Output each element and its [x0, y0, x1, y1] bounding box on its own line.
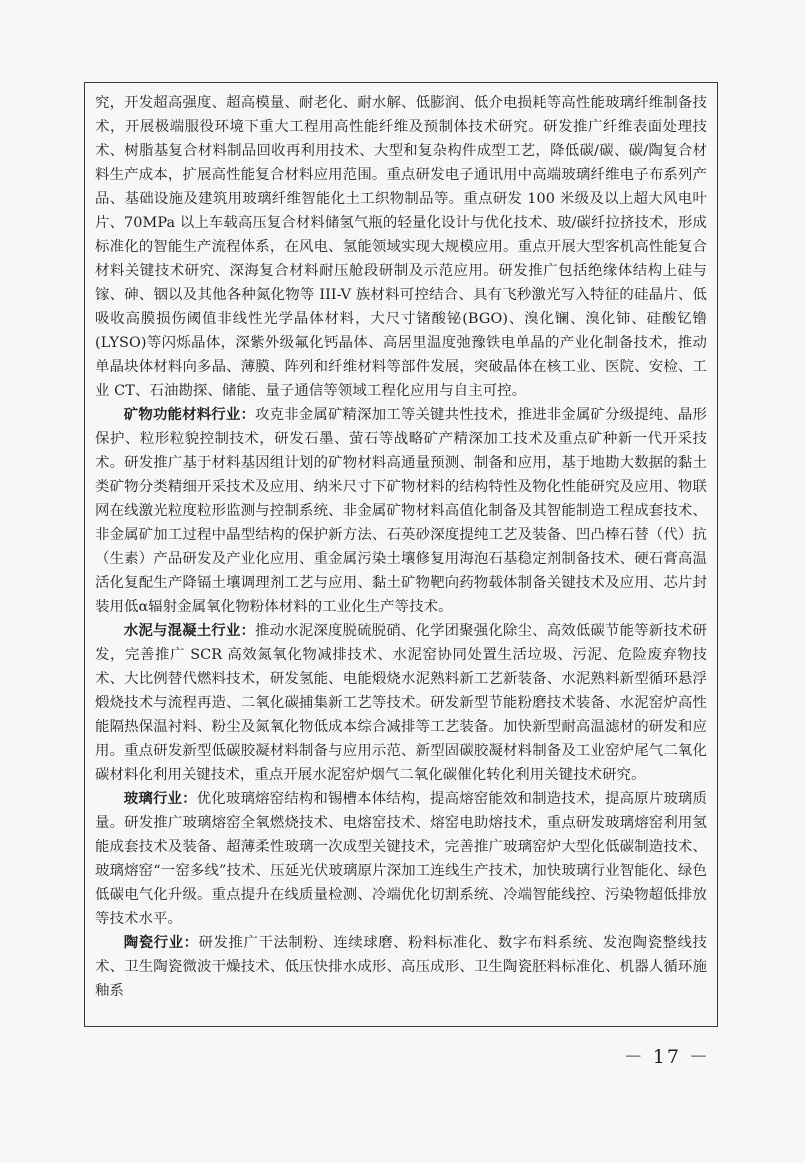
page-number: － 17 －	[623, 1046, 710, 1068]
body-text	[95, 91, 707, 1003]
paragraph-text: 究，开发超高强度、超高模量、耐老化、耐水解、低膨润、低介电损耗等高性能玻璃纤维制备技术，开展极端服役环境下重大工程用高性能纤维及预制体技术研究。研发推广纤维表面处理技术、树脂基复合材料制品回收再利用技术、大型和复杂构件成型工艺，降低碳/碳、碳/陶复合材料生产成本，扩展高性能复合材料应用范围。重点研发电子通讯用中高端玻璃纤维电子布系列产品、基础设施及建筑用玻璃纤维智能化土工织物制品等。重点研发 100 米级及以上超大风电叶片、70MPa 以上车载高压复合材料储氢气瓶的轻量化设计与优化技术、玻/碳纤拉挤技术，形成标准化的智能生产流程体系，在风电、氢能领域实现大规模应用。重点开展大型客机高性能复合材料关键技术研究、深海复合材料耐压舱段研制及示范应用。研发推广包括绝缘体结构上硅与镓、砷、铟以及其他各种氮化物等 III-V 族材料可控结合、具有飞秒激光写入特征的硅晶片、低吸收高膜损伤阈值非线性光学晶体材料，大尺寸锗酸铋(BGO)、溴化镧、溴化铈、硅酸钇镥(LYSO)等闪烁晶体，深紫外级氟化钙晶体、高居里温度弛豫铁电单晶的产业化制备技术，推动单晶块体材料向多晶、薄膜、阵列和纤维材料等部件发展，突破晶体在核工业、医院、安检、工业 CT、石油勘探、储能、量子通信等领域工程化应用与自主可控。	[95, 95, 707, 399]
paragraph-text: 推动水泥深度脱硫脱硝、化学团聚强化除尘、高效低碳节能等新技术研发，完善推广 SCR 高效氮氧化物减排技术、水泥窑协同处置生活垃圾、污泥、危险废弃物技术、大比例替代燃料技术，研发氢能、电能煅烧水泥熟料新工艺新装备、水泥熟料新型循环悬浮煅烧技术与流程再造、二氧化碳捕集新工艺等技术。研发新型节能粉磨技术装备、水泥窑炉高性能隔热保温衬料、粉尘及氮氧化物低成本综合减排等工艺装备。加快新型耐高温滤材的研发和应用。重点研发新型低碳胶凝材料制备与应用示范、新型固碳胶凝材料制备及工业窑炉尾气二氧化碳材料化利用关键技术，重点开展水泥窑炉烟气二氧化碳催化转化利用关键技术研究。	[95, 623, 707, 783]
section-label: 矿物功能材料行业：	[123, 406, 256, 423]
section-mineral-materials	[95, 403, 707, 619]
content-frame	[84, 82, 718, 1027]
section-label: 陶瓷行业：	[123, 934, 199, 951]
section-ceramics	[95, 931, 707, 1003]
section-label: 玻璃行业：	[123, 790, 197, 807]
paragraph-continued	[95, 91, 707, 403]
paragraph-text: 攻克非金属矿精深加工等关键共性技术，推进非金属矿分级提纯、晶形保护、粒形粒貌控制技术，研发石墨、萤石等战略矿产精深加工技术及重点矿种新一代开采技术。研发推广基于材料基因组计划的矿物材料高通量预测、制备和应用，基于地勘大数据的黏土类矿物分类精细开采技术及应用、纳米尺寸下矿物材料的结构特性及物化性能研究及应用、物联网在线激光粒度粒形监测与控制系统、非金属矿物材料高值化制备及其智能制造工程成套技术、非金属矿加工过程中晶型结构的保护新方法、石英砂深度提纯工艺及装备、凹凸棒石替（代）抗（生素）产品研发及产业化应用、重金属污染土壤修复用海泡石基稳定剂制备技术、硬石膏高温活化复配生产降镉土壤调理剂工艺与应用、黏土矿物靶向药物载体制备关键技术及应用、芯片封装用低α辐射金属氧化物粉体材料的工业化生产等技术。	[95, 407, 707, 615]
section-label: 水泥与混凝土行业：	[123, 622, 256, 639]
section-glass	[95, 787, 707, 931]
section-cement-concrete	[95, 619, 707, 787]
paragraph-text: 优化玻璃熔窑结构和锡槽本体结构，提高熔窑能效和制造技术，提高原片玻璃质量。研发推广玻璃熔窑全氧燃烧技术、电熔窑技术、熔窑电助熔技术，重点研发玻璃熔窑利用氢能成套技术及装备、超薄柔性玻璃一次成型关键技术，完善推广玻璃窑炉大型化低碳制造技术、玻璃熔窑“一窑多线”技术、压延光伏玻璃原片深加工连线生产技术，加快玻璃行业智能化、绿色低碳电气化升级。重点提升在线质量检测、冷端优化切割系统、冷端智能线控、污染物超低排放等技术水平。	[95, 791, 707, 927]
paragraph-text: 研发推广干法制粉、连续球磨、粉料标准化、数字布料系统、发泡陶瓷整线技术、卫生陶瓷微波干燥技术、低压快排水成形、高压成形、卫生陶瓷胚料标准化、机器人循环施釉系	[95, 935, 707, 999]
